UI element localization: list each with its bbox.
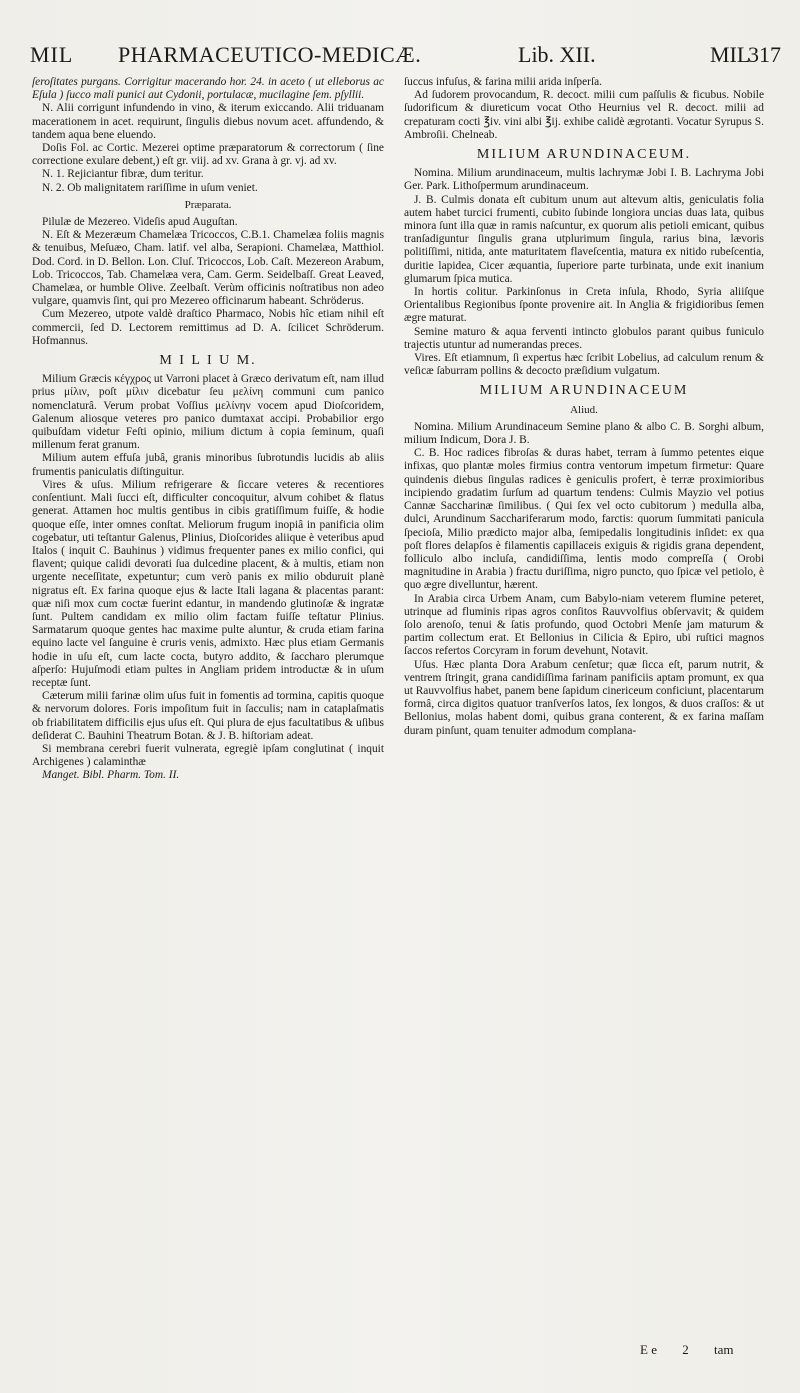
header-left-word: MIL [30,42,74,67]
section-subheading: Aliud. [570,403,598,416]
paragraph: N. 2. Ob malignitatem rariſſime in uſum veniet. [42,181,258,194]
catchword: tam [713,1342,734,1357]
paragraph: Doſis Fol. ac Cortic. Mezerei optime præparatorum & correctorum ( ſine correctione exulare debent,) eſt gr. viij. ad xv. Grana à gr. vj. ad xv. [32,142,384,168]
running-header [30,42,781,78]
paragraph: Cæterum milii farinæ olim uſus fuit in fomentis ad tormina, capitis quoque & nervorum dolores. Foris impoſitum fuit in ſacculis; nam in cataplaſmatis ob friabilitatem difficilis ejus uſus eſt. Qui plura de ejus facultatibus & uſibus deſiderat C. Bauhini Theatrum Botan. & J. B. hiſtoriam adeat. [32,690,384,742]
paragraph: N. 1. Rejiciantur fibræ, dum teritur. [42,168,204,181]
signature-mark: E e [640,1342,657,1357]
header-book-number: Lib. XII. [518,42,596,67]
paragraph: Vires. Eſt etiamnum, ſi expertus hæc ſcribit Lobelius, ad calculum renum & veſicæ ſaburram pollins & decocto præſidium vulgatum. [404,352,764,378]
catchline: Manget. Bibl. Pharm. Tom. II. [42,769,180,782]
section-heading-milium-arundinaceum: MILIUM ARUNDINACEUM. [476,147,692,163]
header-right-word: MIL [710,42,751,67]
signature-number: 2 [682,1342,689,1357]
paragraph: N. Alii corrigunt infundendo in vino, & iterum exiccando. Alii triduanam macerationem in acet. requirunt, ſingulis diebus novum acet. affundendo, & tandem aqua bene eluendo. [32,102,384,141]
paragraph: N. Eſt & Mezeræum Chamelæa Tricoccos, C.B.1. Chamelæa foliis magnis & tenuibus, Meſuæo, Cham. latif. vel alba, Serapioni. Chamelæa, Matthiol. Dod. Cord. in D. Bellon. Lon. Cluſ. Tricoccos, Lob. Caſt. Mezereon Arabum, Lob. Tricoccos, Tab. Chamelæa vera, Cam. Germ. Seidelbaſſ. Great Leaved, Chamelæa, or humble Olive. Zeelbaſt. Verùm officinis noſtratibus non adeo vulgare, quamvis ſint, qui pro Mezereo officinarum habeant. Schröderus. [32,229,384,308]
paragraph: Cum Mezereo, utpote valdè draſtico Pharmaco, Nobis hîc etiam nihil eſt commercii, ſed D. Lectorem remittimus ad D. A. ſcilicet Schröderum. Hofmannus. [32,308,384,347]
paragraph: In hortis colitur. Parkinſonus in Creta inſula, Rhodo, Syria aliiſque Orientalibus Regionibus ſponte provenire ait. In Anglia & frigidioribus ſemen ægre maturat. [404,286,764,325]
paragraph: Si membrana cerebri fuerit vulnerata, egregiè ipſam conglutinat ( inquit Archigenes ) calaminthæ [32,742,384,769]
page-number: 317 [748,42,781,67]
paragraph: J. B. Culmis donata eſt cubitum unum aut altevum altis, geniculatis folia autem habet turcici frumenti, cubito ſubinde longiora uncias duas lata, quibus minora ſunt illa quæ in ramis naſcuntur, ex quorum alis petioli emicant, quibus tranſadiguntur ſingulis grana utplurimum ſingula, rarius bina, lævoris politiſſimi, nitida, ante maturitatem flaveſcentia, matura ex nitido rubeſcentia, duritie lapidea, Cicer æquantia, ſuperiore parte turbinata, unde exit inanium glumarum ſpica mutica. [404,193,764,285]
section-heading-milium-arundinaceum-aliud: MILIUM ARUNDINACEUM [479,383,689,399]
paragraph: Vires & uſus. Milium refrigerare & ſiccare veteres & recentiores conſentiunt. Mali ſucci eſt, difficulter concoquitur, alvum cohibet & flatus generat. Attamen hoc multis gentibus in cibis gratiſſimum fuiſſe, & hodie quoque eſſe, inter omnes conſtat. Meliorum frugum inopiâ in panificia olim cogebatur, uti teſtantur Galenus, Plinius, Dioſcorides aliique è veteribus apud Italos ( inquit C. Bauhinus ) vidimus frequenter panes ex milio confici, qui flavent; quique calidi devorati ſua dulcedine placent, & à multis, etiam non urgente neceſſitate, expetuntur; cum verò panis ex milio obduruit planè nigratus eſt. Ex farina quoque ejus & lacte Itali lagana & placentas parant: quæ niſi mox cum coctæ fuerint edantur, in mandendo glutinoſæ & ingratæ ſunt. Pultem candidam ex milio olim factam fuiſſe teſtatur Plinius. Sarmatarum quoque gentes hac maxime pulte aluntur, & cruda etiam farina equino lacte vel ſanguine è cruris venis, admixto. Hæc plus etiam Germanis hodie in uſu eſt, cum lacte cocta, butyro addito, & ſaccharo plerumque aſperſo: Hujuſmodi etiam pultes in Angliam pridem introductæ & in uſum receptæ ſunt. [32,478,384,689]
paragraph: ſeroſitates purgans. Corrigitur macerando hor. 24. in aceto ( ut elleborus ac Eſula ) ſucco mali punici aut Cydonii, portulacæ, mucilagine ſem. pſyllii. [32,76,384,102]
paragraph: Milium autem effuſa jubâ, granis minoribus ſubrotundis lucidis ab aliis frumentis paniculatis diſtinguitur. [32,452,384,478]
paragraph: C. B. Hoc radices fibroſas & duras habet, terram à ſummo petentes eique infixas, quo plantæ moles firmius contra ventorum impetum firmetur: Quare quindenis diebus ſingulas radices è geniculis profert, è terræ proximioribus incipiendo gradatim ſurſum ad quartum tendens: Culmis Mayzio vel potius Cannæ Saccharinæ ſimilibus. ( Qui ſex vel octo cubitorum ) medulla alba, dulci, Arundinum Sacchariferarum modo, farctis: quorum ſummitati panicula ſpecioſa, Milio prædicto major alba, ſemipedalis longitudinis inſidet: ex qua poſt flores delapſos è filamentis capillaceis exiguis & rigidis grana dependent, folliculo albo incluſa, candidiſſima, lentis modo compreſſa ( Orobi magnitudine in Arabia ) fractu duriſſima, nigro puncto, quo ſpicæ vel petiolo, è quo ægre divelluntur, hærent. [404,447,764,592]
paragraph: Uſus. Hæc planta Dora Arabum cenſetur; quæ ſicca eſt, parum nutrit, & ventrem ſtringit, grana candidiſſima farinam panificiis aptam promunt, ex qua ut Rauvvolfius habet, panem bene ſapidum cinericeum conficiunt, placentarum formâ, circa digitos quatuor tranſverſos latos, ſex longos, & duos craſſos: & ut Bellonius, molas habent domi, quibus grana conterent, & ex farina maſſam duram pinſunt, quam tenuiter admodum complana- [404,658,764,737]
header-title: PHARMACEUTICO-MEDICÆ. [118,42,422,67]
section-subheading: Præparata. [184,198,232,211]
section-heading-milium: M I L I U M. [159,353,257,369]
paragraph: Ad ſudorem provocandum, R. decoct. milii cum paſſulis & ficubus. Nobile ſudorificum & diureticum vocat Otho Heurnius vel R. decoct. milii ad crepaturam cocti ℥iv. vini albi ℥ij. exhibe calidè ægrotanti. Vocatur Syrupus S. Ambroſii. Chelneab. [404,89,764,141]
left-column [32,76,384,1346]
paragraph: In Arabia circa Urbem Anam, cum Babylo-niam veterem flumine peteret, utrinque ad fluminis ripas agros conſitos Rauvvolfius obſervavit; & quidem ſolo arenoſo, tenui & ſatis profundo, quod Octobri Menſe jam maturum & partim collectum erat. Et Bellonius in Cilicia & Epiro, ubi ruſtici magnos ſaccos refertos Corcyram in forum devehunt, Notavit. [404,592,764,658]
paragraph: Nomina. Milium Arundinaceum Semine plano & albo C. B. Sorghi album, milium Indicum, Dora J. B. [404,420,764,447]
paragraph: Milium Græcis κέγχρος ut Varroni placet à Græco derivatum eſt, nam illud prius μίλιν, poſt μίλιν dicebatur ſeu μελίνη communi cum panico nomenclaturâ. Verum probat Voſſius μελίνην vocem apud Dioſcoridem, Galenum aliosque veteres pro panico dumtaxat accipi. Probabilior ergo quibuſdam videtur Feſti opinio, milium dictum à copia ſeminum, quaſi millenum ferat granum. [32,373,384,452]
paragraph: Nomina. Milium arundinaceum, multis lachrymæ Jobi I. B. Lachryma Jobi Ger. Park. Lithoſpermum arundinaceum. [404,167,764,193]
right-column [404,76,764,1346]
paragraph: Semine maturo & aqua ferventi intincto globulos parant quibus funiculo trajectis utuntur ad numerandas preces. [404,325,764,351]
paragraph: ſuccus infuſus, & farina milii arida inſperſa. [404,76,603,88]
paragraph: Pilulæ de Mezereo. Videſis apud Auguſtan. [42,216,238,229]
page-footer [640,1342,755,1358]
